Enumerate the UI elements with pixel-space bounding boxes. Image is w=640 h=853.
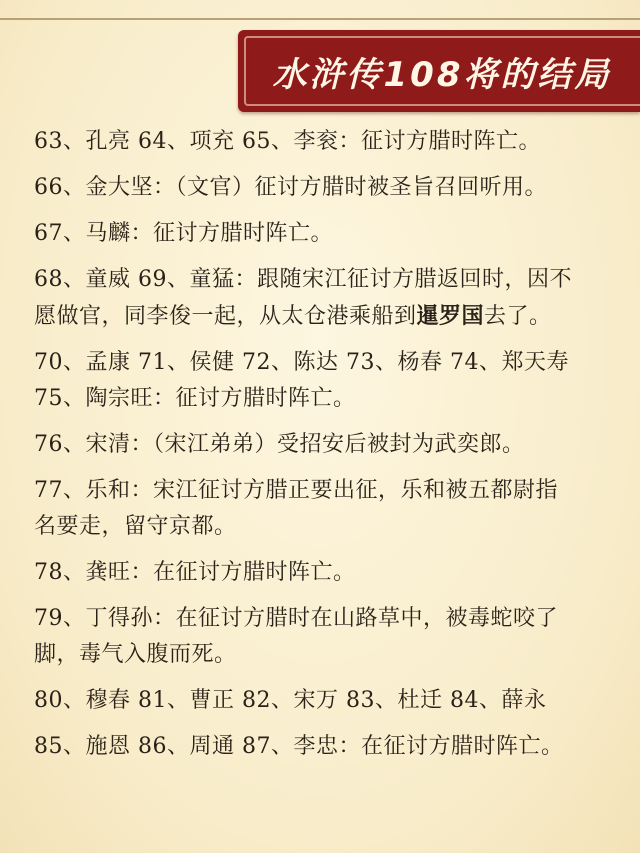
entry-76 [34, 427, 624, 463]
entry-line: 63、孔亮 64、项充 65、李衮：征讨方腊时阵亡。 [34, 129, 541, 154]
entry-line: 67、马麟：征讨方腊时阵亡。 [34, 221, 333, 246]
entry-line: 79、丁得孙：在征讨方腊时在山路草中，被毒蛇咬了 [34, 606, 558, 631]
entry-80-84 [34, 683, 624, 719]
page-title: 水浒传108将的结局 [272, 54, 612, 95]
entry-line: 76、宋清：（宋江弟弟）受招安后被封为武奕郎。 [34, 432, 525, 457]
entry-70-75 [34, 345, 624, 417]
entry-line: 85、施恩 86、周通 87、李忠：在征讨方腊时阵亡。 [34, 734, 564, 759]
emphasized-place: 暹罗国 [416, 303, 485, 329]
entry-63-65 [34, 124, 624, 160]
entry-68-69 [34, 262, 624, 335]
entry-line [34, 298, 624, 335]
entry-78 [34, 555, 624, 591]
entry-line: 70、孟康 71、侯健 72、陈达 73、杨春 74、郑天寿 [34, 350, 569, 375]
entry-85-87 [34, 729, 624, 765]
entry-line: 78、龚旺：在征讨方腊时阵亡。 [34, 560, 356, 585]
entry-line: 脚，毒气入腹而死。 [34, 642, 237, 667]
entry-text: 愿做官，同李俊一起，从太仓港乘船到 [34, 304, 417, 329]
entry-line: 名要走，留守京都。 [34, 514, 237, 539]
entry-line: 80、穆春 81、曹正 82、宋万 83、杜迁 84、薛永 [34, 688, 547, 713]
entry-79 [34, 601, 624, 673]
entry-list [34, 124, 624, 765]
entry-77 [34, 473, 624, 545]
entry-line: 77、乐和：宋江征讨方腊正要出征，乐和被五都尉指 [34, 478, 558, 503]
entry-67 [34, 216, 624, 252]
entry-line: 75、陶宗旺：征讨方腊时阵亡。 [34, 386, 356, 411]
entry-text-tail: 去了。 [484, 304, 552, 329]
entry-66 [34, 170, 624, 206]
title-banner [238, 30, 640, 112]
entry-line: 66、金大坚：（文官）征讨方腊时被圣旨召回听用。 [34, 175, 547, 200]
entry-line: 68、童威 69、童猛：跟随宋江征讨方腊返回时，因不 [34, 267, 572, 292]
top-divider [0, 18, 640, 20]
